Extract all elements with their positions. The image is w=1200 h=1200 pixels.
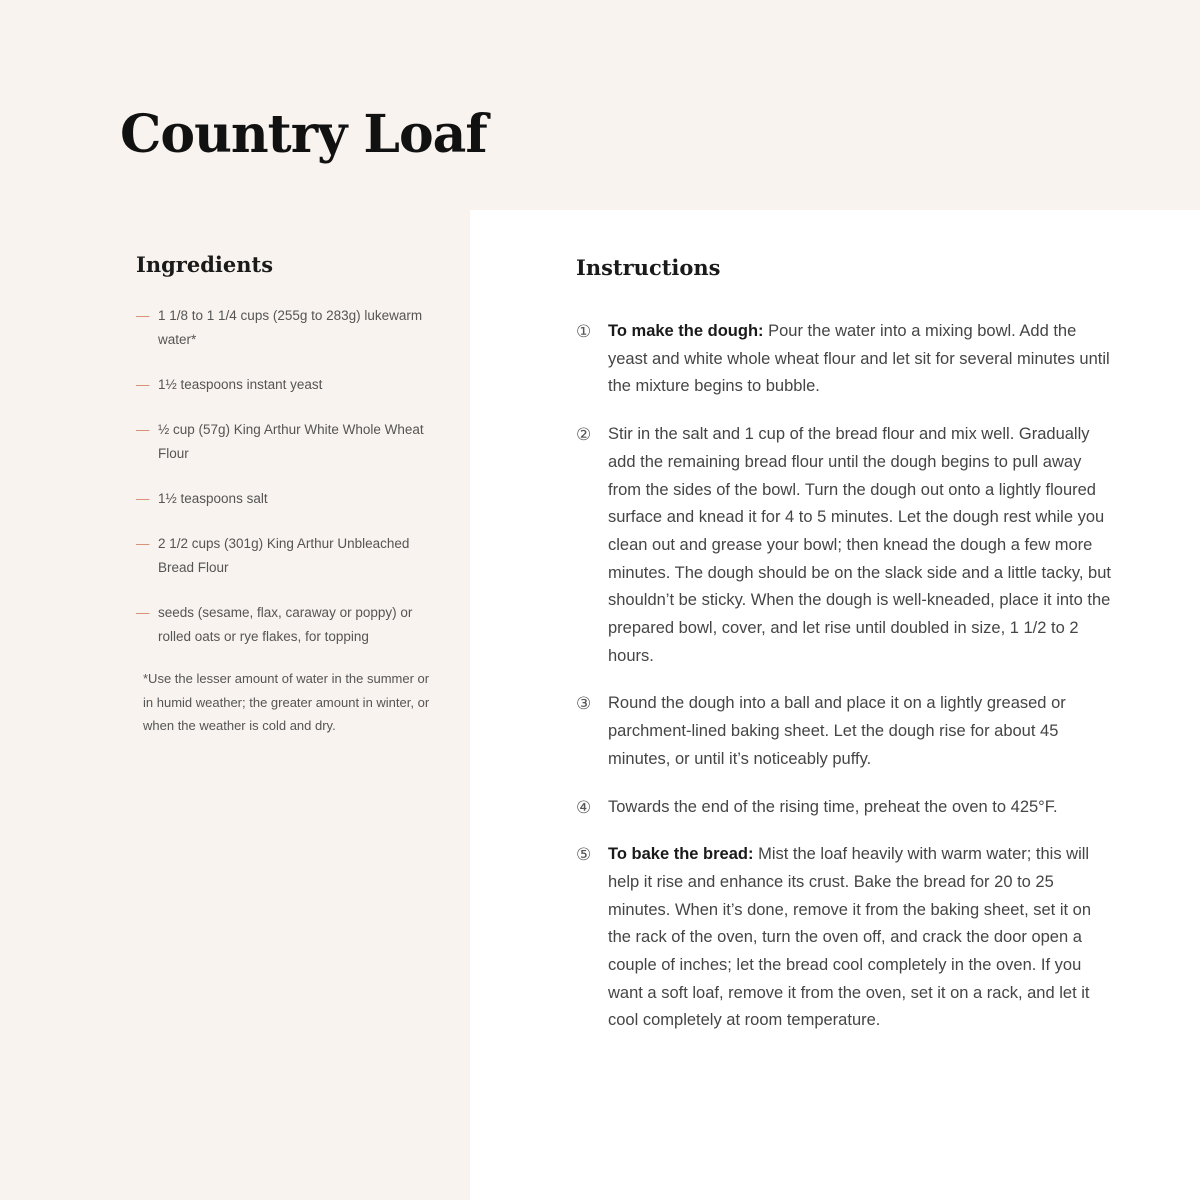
instruction-step	[576, 690, 1116, 773]
dash-icon: —	[136, 308, 150, 323]
dash-icon: —	[136, 377, 150, 392]
ingredients-heading: Ingredients	[136, 252, 274, 277]
ingredient-text: ½ cup (57g) King Arthur White Whole Wheat Flour	[158, 422, 424, 461]
dash-icon: —	[136, 605, 150, 620]
step-number: ③	[576, 694, 592, 714]
step-number: ②	[576, 425, 592, 445]
ingredient-item	[136, 373, 436, 397]
ingredients-section	[136, 252, 436, 738]
instruction-step	[576, 421, 1116, 670]
ingredient-text: 2 1/2 cups (301g) King Arthur Unbleached Bread Flour	[158, 536, 410, 575]
ingredient-item	[136, 304, 436, 352]
step-text: Stir in the salt and 1 cup of the bread flour and mix well. Gradually add the remaining bread flour until the dough begins to pull away from the sides of the bowl. Turn the dough out onto a lightly floured surface and knead it for 4 to 5 minutes. Let the dough rest while you clean out and grease your bowl; then knead the dough a few more minutes. The dough should be on the slack side and a little tacky, but shouldn’t be sticky. When the dough is well-kneaded, place it into the prepared bowl, cover, and let rise until doubled in size, 1 1/2 to 2 hours.	[608, 425, 1111, 665]
step-number: ⑤	[576, 845, 592, 865]
ingredient-text: 1 1/8 to 1 1/4 cups (255g to 283g) lukewarm water*	[158, 308, 423, 347]
step-lead: To bake the bread:	[608, 845, 754, 864]
ingredient-item	[136, 418, 436, 466]
step-text: Pour the water into a mixing bowl. Add the yeast and white whole wheat flour and let sit for several minutes until the mixture begins to bubble.	[608, 322, 1110, 396]
instructions-list	[576, 318, 1116, 1035]
ingredient-text: 1½ teaspoons salt	[158, 491, 268, 506]
ingredients-list	[136, 304, 436, 649]
instruction-step	[576, 318, 1116, 401]
instruction-step	[576, 794, 1116, 822]
ingredients-note: *Use the lesser amount of water in the summer or in humid weather; the greater amount in winter, or when the weather is cold and dry.	[143, 671, 430, 733]
ingredient-item	[136, 532, 436, 580]
step-number: ①	[576, 322, 592, 341]
ingredient-text: 1½ teaspoons instant yeast	[158, 377, 323, 392]
step-text: Towards the end of the rising time, preheat the oven to 425°F.	[608, 797, 1058, 816]
step-number: ④	[576, 797, 592, 817]
step-lead: To make the dough:	[608, 322, 764, 340]
instructions-section	[576, 255, 1116, 1055]
instructions-heading: Instructions	[576, 255, 721, 280]
page-title: Country Loaf	[120, 104, 487, 165]
step-text: Round the dough into a ball and place it on a lightly greased or parchment-lined baking sheet. Let the dough rise for about 45 minutes, or until it’s noticeably puffy.	[608, 694, 1066, 768]
dash-icon: —	[136, 422, 150, 437]
instructions-panel	[470, 210, 1200, 1200]
dash-icon: —	[136, 491, 150, 506]
dash-icon: —	[136, 536, 150, 551]
instruction-step	[576, 841, 1116, 1035]
ingredient-item	[136, 487, 436, 511]
ingredient-text: seeds (sesame, flax, caraway or poppy) or rolled oats or rye flakes, for topping	[158, 605, 413, 644]
ingredient-item	[136, 601, 436, 649]
step-text: Mist the loaf heavily with warm water; this will help it rise and enhance its crust. Bake the bread for 20 to 25 minutes. When it’s done, remove it from the baking sheet, set it on the rack of the oven, turn the oven off, and crack the door open a couple of inches; let the bread cool completely in the oven. If you want a soft loaf, remove it from the oven, set it on a rack, and let it cool completely at room temperature.	[608, 845, 1092, 1030]
